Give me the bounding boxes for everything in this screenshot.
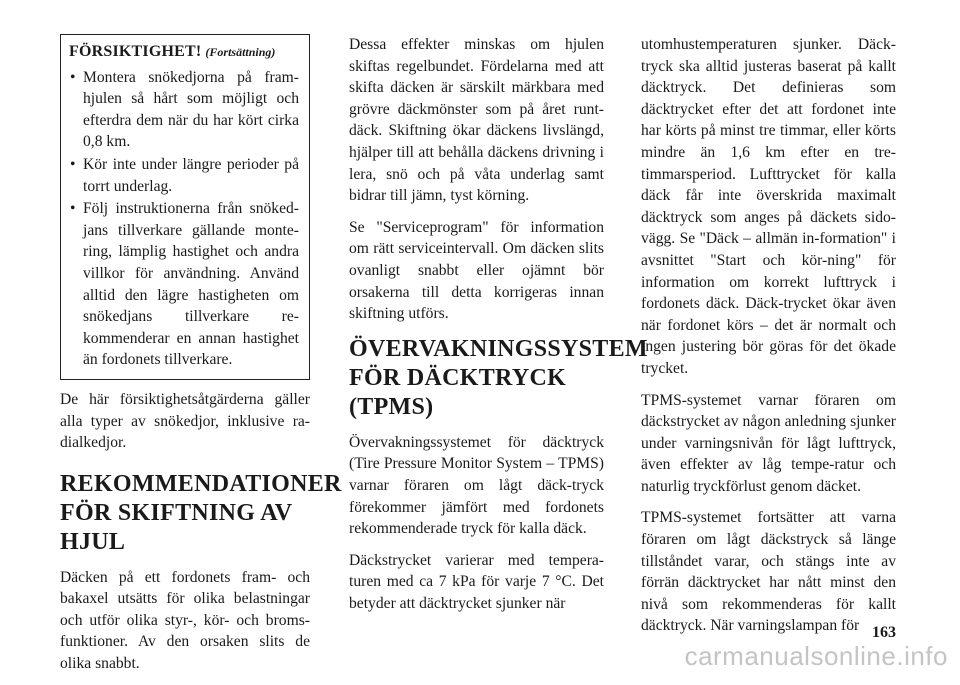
caution-continued: (Fortsättning): [205, 45, 276, 59]
caution-item: • Kör inte under längre perioder på torrt underlag.: [69, 154, 299, 197]
middle-column: [349, 34, 648, 624]
caution-title: FÖRSIKTIGHET!: [69, 43, 202, 60]
section-heading-wheel-rotation: REKOMMENDATIONER FÖR SKIFTNING AV HJUL: [60, 470, 342, 555]
caution-header: [69, 41, 299, 64]
paragraph: Dessa effekter minskas om hjulen skiftas regelbundet. Fördelarna med att skifta däcken är särskilt märkbara med grövre däckmönster som på året runt-däck. Skiftning ökar däckens livslängd, hjälper till att behålla däckens drivning i lera, snö och på våta underlag samt bidrar till jämn, tyst körning.: [349, 36, 604, 205]
paragraph: TPMS-systemet fortsätter att varna föraren om lågt däckstryck så länge tillståndet varar, och stängs inte av förrän däcktrycket har nått minst den nivå som rekommenderas för kallt däcktryck. När varningslampan för: [641, 509, 896, 635]
caution-box: [60, 34, 310, 380]
paragraph: Se "Serviceprogram" för information om rätt serviceintervall. Om däcken slits ovanligt snabbt eller ojämnt bör orsakerna till detta korrigeras innan skiftning utförs.: [349, 218, 604, 323]
section-heading-tpms: ÖVERVAKNINGSSYSTEM FÖR DÄCKTRYCK (TPMS): [349, 335, 648, 420]
page-number: 163: [872, 624, 896, 641]
caution-item: • Följ instruktionerna från snöked-jans tillverkare gällande monte-ring, lämplig hastighet och andra villkor för användning. Använd alltid den lägre hastigheten om snökedjans tillverkare re-kommenderar en annan hastighet än fordonets tillverkare.: [69, 198, 299, 371]
caution-list: [69, 67, 299, 371]
paragraph: Däckstrycket varierar med tempera-turen med ca 7 kPa för varje 7 °C. Det betyder att däcktrycket sjunker när: [349, 551, 604, 612]
paragraph: TPMS-systemet varnar föraren om däckstrycket av någon anledning sjunker under varningsnivån för lågt lufttryck, även effekter av låg tempe-ratur och naturlig tryckförlust genom däcket.: [641, 391, 896, 495]
right-column: [641, 34, 896, 647]
caution-item: • Montera snökedjorna på fram-hjulen så hårt som möjligt och efterdra dem när du har kört cirka 0,8 km.: [69, 67, 299, 153]
paragraph: De här försiktighetsåtgärderna gäller alla typer av snökedjor, inklusive ra-dialkedjor.: [60, 390, 310, 452]
paragraph: utomhustemperaturen sjunker. Däck-tryck ska alltid justeras baserat på kallt däcktryck. Det definieras som däcktrycket efter det att fordonet inte har körts på minst tre timmar, eller körts mindre än 1,6 km efter en tre-timmarsperiod. Lufttrycket för kalla däck får inte överskrida maximalt däcktryck som anges på däckets sido-vägg. Se "Däck – allmän in-formation" i avsnittet "Start och kör-ning" för information om korrekt lufttryck i fordonets däck. Däck-trycket ökar även när fordonet körs – det är normalt och ingen justering bör göras för det ökade trycket.: [641, 36, 896, 377]
paragraph: Däcken på ett fordonets fram- och bakaxel utsätts för olika belastningar och utför olika styr-, kör- och broms-funktioner. Av den orsaken slits de olika snabbt.: [60, 568, 310, 673]
left-column: [60, 34, 342, 685]
watermark: carmanualsonline.info: [684, 641, 948, 671]
paragraph: Övervakningssystemet för däcktryck (Tire Pressure Monitor System – TPMS) varnar föraren om lågt däck-tryck förekommer jämfört med fordonets rekommenderade tryck för kalla däck.: [349, 433, 604, 538]
